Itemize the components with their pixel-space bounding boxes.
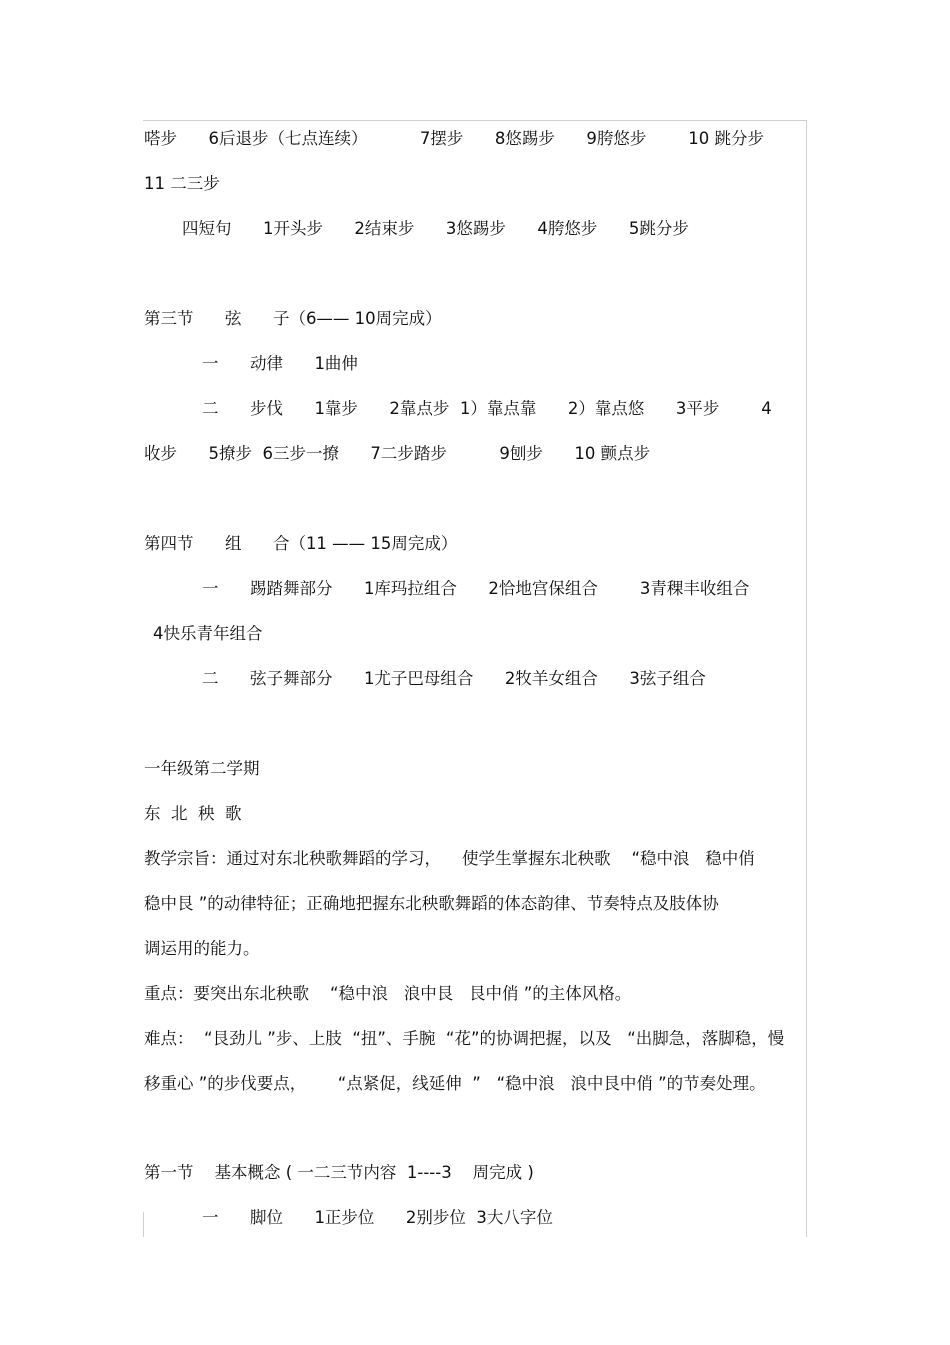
document-text-line: 移重心 ”的步伐要点， “点紧促，线延伸 ” “稳中浪 浪中艮中俏 ”的节奏处理。 [144,1074,766,1093]
document-text-line: 调运用的能力。 [144,939,260,958]
document-text-line: 收步 5撩步 6三步一撩 7二步踏步 9刨步 10 颤点步 [144,444,651,463]
document-text-line: 一 动律 1曲伸 [202,354,358,373]
section-heading: 第四节 组 合（11 —— 15周完成） [144,534,458,553]
document-text-line: 难点： “艮劲儿 ”步、上肢 “扭”、手腕 “花”的协调把握，以及 “出脚急，落脚稳，慢 [144,1029,785,1048]
semester-heading: 一年级第二学期 [144,759,260,778]
document-text-line: 4快乐青年组合 [153,624,263,643]
document-text-line: 二 弦子舞部分 1尤子巴母组合 2牧羊女组合 3弦子组合 [202,669,706,688]
document-text-line: 稳中艮 ”的动律特征；正确地把握东北秧歌舞蹈的体态韵律、节奏特点及肢体协 [144,894,719,913]
document-text-line: 四短句 1开头步 2结束步 3悠踢步 4胯悠步 5跳分步 [182,219,689,238]
document-text-line: 重点：要突出东北秧歌 “稳中浪 浪中艮 艮中俏 ”的主体风格。 [144,984,632,1003]
page-frame-left-border [143,1212,144,1237]
page-frame-top-border [143,120,807,121]
document-text-line: 教学宗旨：通过对东北秧歌舞蹈的学习， 使学生掌握东北秧歌 “稳中浪 稳中俏 [144,849,755,868]
section-heading: 第三节 弦 子（6—— 10周完成） [144,309,442,328]
document-text-line: 二 步伐 1靠步 2靠点步 1）靠点靠 2）靠点悠 3平步 4 [202,399,772,418]
document-text-line: 一 踢踏舞部分 1库玛拉组合 2恰地宫保组合 3青稞丰收组合 [202,579,750,598]
document-text-line: 11 二三步 [144,174,220,193]
page-frame-right-border [806,120,807,1237]
course-title: 东 北 秧 歌 [144,804,242,823]
document-text-line: 嗒步 6后退步（七点连续） 7摆步 8悠踢步 9胯悠步 10 跳分步 [144,129,765,148]
document-text-line: 一 脚位 1正步位 2别步位 3大八字位 [202,1208,553,1227]
section-heading: 第一节 基本概念 ( 一二三节内容 1----3 周完成 ) [144,1163,534,1182]
